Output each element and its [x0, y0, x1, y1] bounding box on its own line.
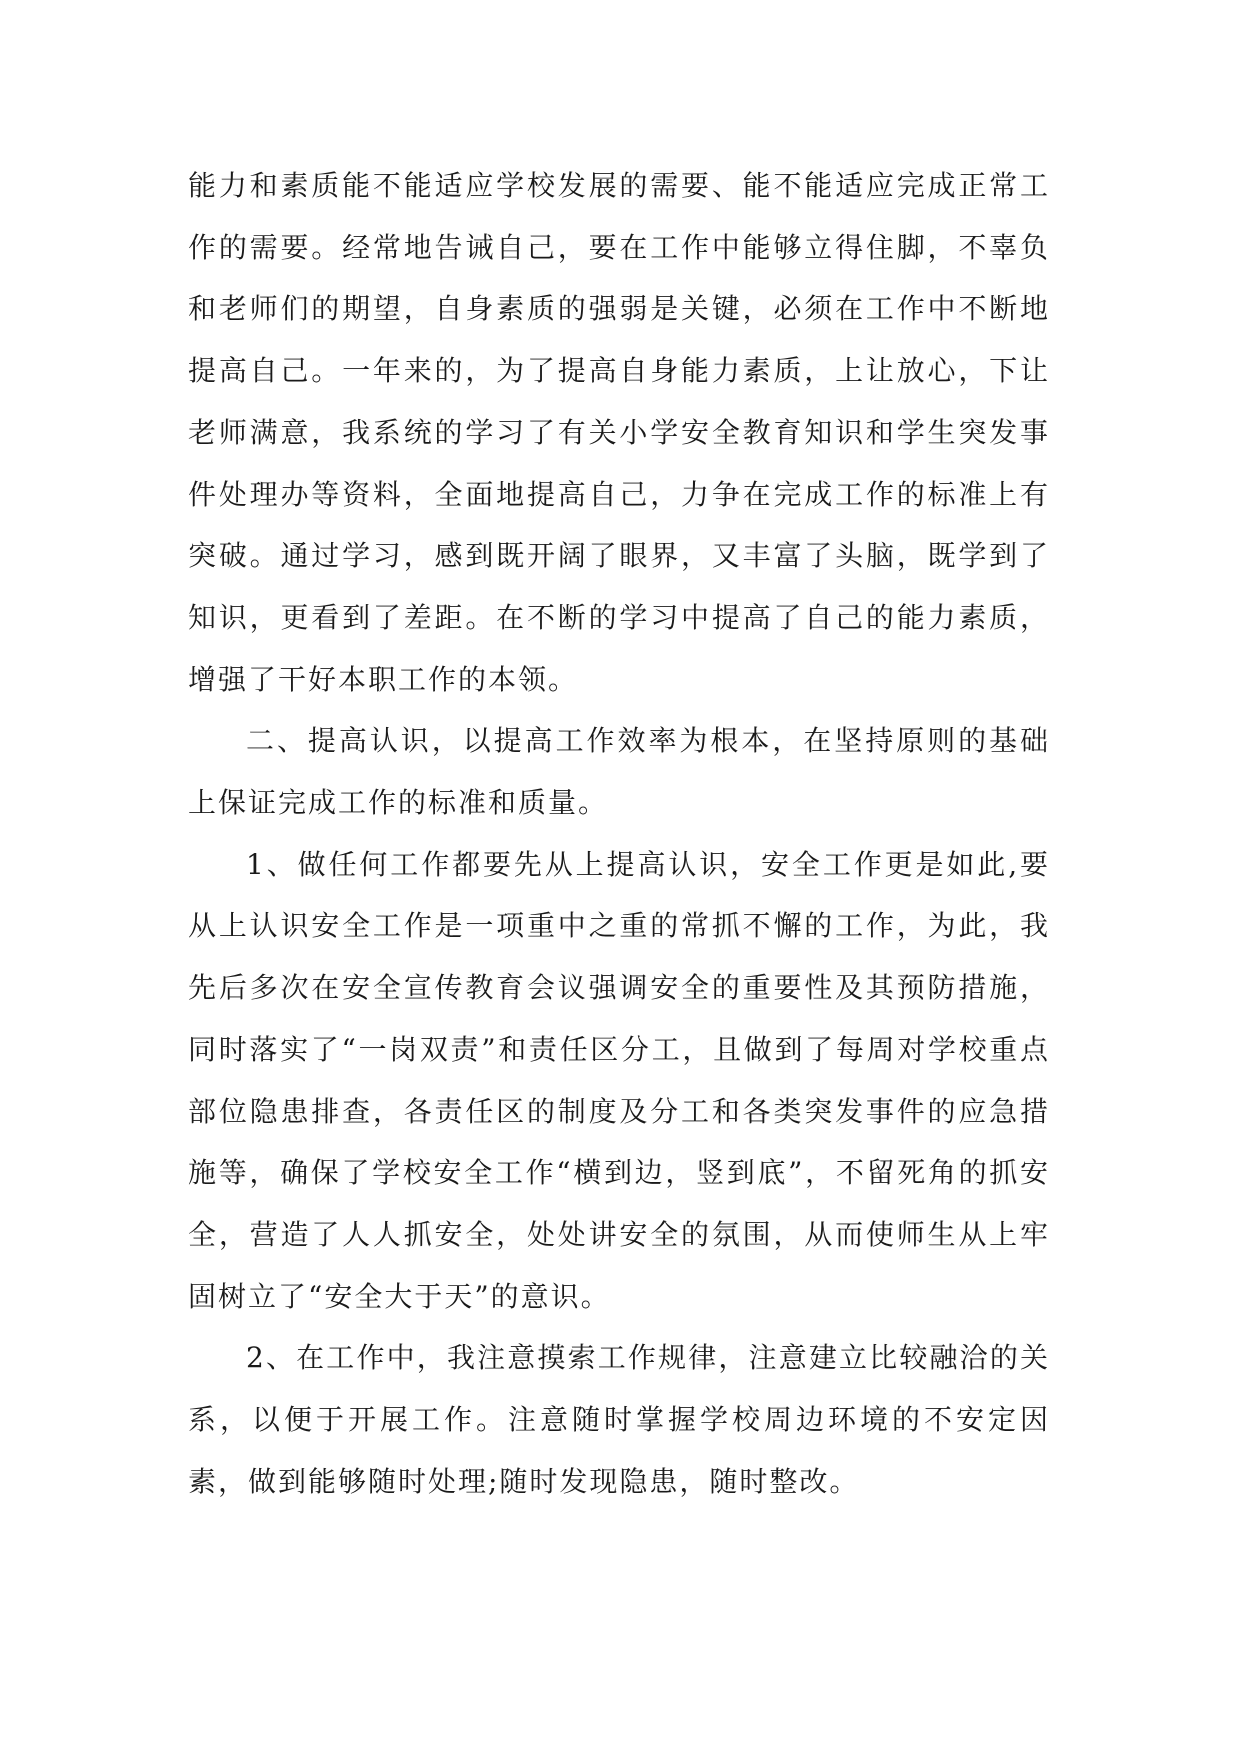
- document-body: [188, 155, 1050, 1512]
- paragraph-1: 能力和素质能不能适应学校发展的需要、能不能适应完成正常工作的需要。经常地告诫自己，要在工作中能够立得住脚，不辜负和老师们的期望，自身素质的强弱是关键，必须在工作中不断地提高自己。一年来的，为了提高自身能力素质，上让放心，下让老师满意，我系统的学习了有关小学安全教育知识和学生突发事件处理办等资料，全面地提高自己，力争在完成工作的标准上有突破。通过学习，感到既开阔了眼界，又丰富了头脑，既学到了知识，更看到了差距。在不断的学习中提高了自己的能力素质，增强了干好本职工作的本领。: [188, 169, 1050, 696]
- paragraph-3: 1、做任何工作都要先从上提高认识，安全工作更是如此,要从上认识安全工作是一项重中之重的常抓不懈的工作，为此，我先后多次在安全宣传教育会议强调安全的重要性及其预防措施，同时落实了“一岗双责”和责任区分工，且做到了每周对学校重点部位隐患排查，各责任区的制度及分工和各类突发事件的应急措施等，确保了学校安全工作“横到边，竖到底”，不留死角的抓安全，营造了人人抓安全，处处讲安全的氛围，从而使师生从上牢固树立了“安全大于天”的意识。: [188, 847, 1050, 1313]
- paragraph-4: 2、在工作中，我注意摸索工作规律，注意建立比较融洽的关系，以便于开展工作。注意随时掌握学校周边环境的不安定因素，做到能够随时处理;随时发现隐患，随时整改。: [188, 1341, 1050, 1498]
- paragraph-2: 二、提高认识，以提高工作效率为根本，在坚持原则的基础上保证完成工作的标准和质量。: [188, 724, 1050, 820]
